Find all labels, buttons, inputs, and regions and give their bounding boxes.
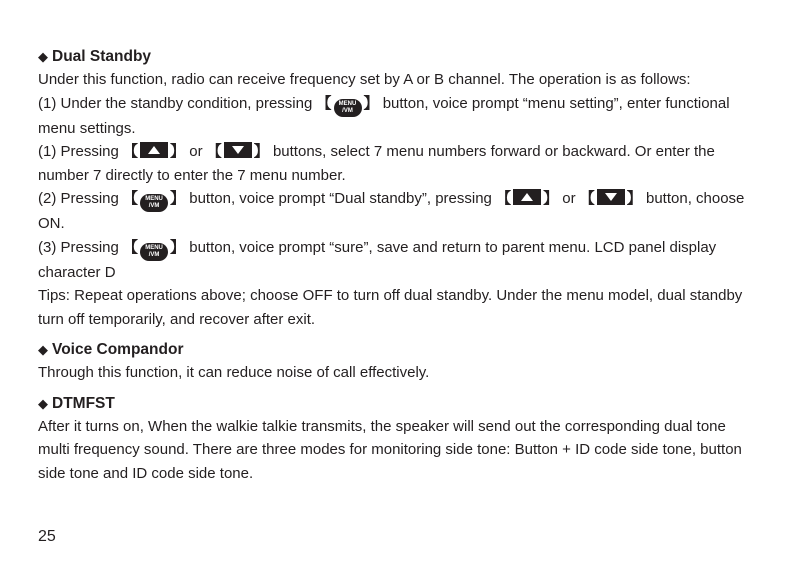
- bracket-close: 】: [170, 143, 186, 160]
- up-arrow-key-icon: [513, 189, 541, 205]
- dtmfst-heading: [38, 393, 758, 415]
- or-text: or: [562, 190, 576, 207]
- heading-text: Voice Compandor: [52, 341, 184, 358]
- menu-key-line1: MENU: [145, 244, 163, 251]
- dual-standby-tips: Tips: Repeat operations above; choose OFF to turn off dual standby. Under the menu model, dual standby turn off temporarily, and recover after exit.: [38, 287, 743, 328]
- bracket-close: 】: [626, 190, 642, 207]
- step-text: button, voice prompt “sure”, save and return to parent menu. LCD panel display character D: [38, 238, 717, 281]
- diamond-bullet-icon: ◆: [38, 342, 48, 357]
- voice-compandor-heading: [38, 339, 758, 361]
- step-2: [38, 187, 758, 236]
- dual-standby-intro: Under this function, radio can receive frequency set by A or B channel. The operation is as follows:: [38, 71, 691, 88]
- step-1b: [38, 140, 758, 187]
- bracket-open: 【: [206, 143, 222, 160]
- bracket-open: 【: [123, 190, 139, 207]
- bracket-open: 【: [579, 190, 595, 207]
- menu-key-line2: /VM: [148, 203, 160, 209]
- menu-vm-key-icon: [334, 99, 362, 117]
- menu-key-line1: MENU: [338, 100, 357, 107]
- bracket-open: 【: [316, 94, 332, 112]
- menu-key-line1: MENU: [145, 196, 163, 202]
- heading-text: DTMFST: [52, 394, 115, 412]
- voice-compandor-body: Through this function, it can reduce noise of call effectively.: [38, 364, 430, 381]
- step-3: [38, 236, 758, 285]
- heading-text: Dual Standby: [52, 48, 152, 65]
- menu-vm-key-icon: [140, 194, 168, 212]
- down-arrow-key-icon: [224, 142, 252, 158]
- step-1: [38, 92, 758, 141]
- bracket-open: 【: [496, 190, 512, 207]
- step-text: (3) Pressing: [38, 238, 119, 256]
- step-text: buttons, select 7 menu numbers forward or backward. Or enter the number 7 directly to enter the 7 menu number.: [38, 143, 715, 184]
- down-arrow-key-icon: [597, 189, 625, 205]
- step-text: (1) Under the standby condition, pressing: [38, 94, 313, 112]
- menu-key-line2: /VM: [342, 107, 353, 114]
- dtmfst-body: After it turns on, When the walkie talkie transmits, the speaker will send out the corresponding dual tone multi frequency sound. There are three modes for monitoring side tone: Button + ID code side tone, button side tone and ID code side tone.: [38, 417, 742, 482]
- bracket-close: 】: [170, 190, 186, 207]
- diamond-bullet-icon: ◆: [38, 395, 48, 411]
- diamond-bullet-icon: ◆: [38, 49, 48, 64]
- dual-standby-heading: [38, 46, 758, 68]
- or-text: or: [189, 143, 203, 160]
- bracket-open: 【: [123, 143, 139, 160]
- bracket-close: 】: [170, 238, 186, 256]
- bracket-open: 【: [123, 238, 139, 256]
- menu-key-line2: /VM: [148, 251, 160, 258]
- menu-vm-key-icon: [140, 243, 168, 261]
- bracket-close: 】: [363, 94, 379, 112]
- page-number: 25: [38, 528, 56, 545]
- up-arrow-key-icon: [140, 142, 168, 158]
- step-text: button, voice prompt “menu setting”, enter functional menu settings.: [38, 94, 730, 137]
- step-text: (2) Pressing: [38, 190, 119, 207]
- bracket-close: 】: [543, 190, 559, 207]
- step-text: (1) Pressing: [38, 143, 119, 160]
- bracket-close: 】: [253, 143, 269, 160]
- manual-page: [38, 46, 758, 485]
- step-text: button, voice prompt “Dual standby”, pressing: [189, 190, 492, 207]
- step-text: button, choose ON.: [38, 190, 745, 232]
